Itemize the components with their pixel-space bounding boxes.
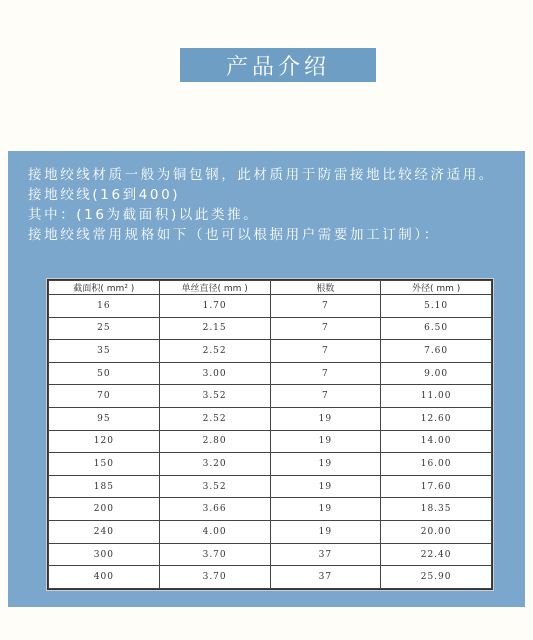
cell-outer-diameter: 6.50	[381, 317, 492, 340]
cell-cross-section: 25	[49, 317, 160, 340]
cell-outer-diameter: 16.00	[381, 453, 492, 476]
table-row	[49, 430, 492, 453]
cell-strand-count: 7	[270, 317, 381, 340]
cell-outer-diameter: 18.35	[381, 498, 492, 521]
cell-wire-diameter: 3.52	[159, 475, 270, 498]
cell-wire-diameter: 3.66	[159, 498, 270, 521]
cell-strand-count: 37	[270, 566, 381, 589]
cell-wire-diameter: 2.52	[159, 340, 270, 363]
table-row	[49, 362, 492, 385]
cell-outer-diameter: 17.60	[381, 475, 492, 498]
cell-cross-section: 240	[49, 521, 160, 544]
cell-cross-section: 70	[49, 385, 160, 408]
column-header-strand-count: 根数	[270, 281, 381, 295]
cell-wire-diameter: 1.70	[159, 295, 270, 318]
cell-strand-count: 37	[270, 543, 381, 566]
cell-cross-section: 200	[49, 498, 160, 521]
cell-strand-count: 19	[270, 453, 381, 476]
table-row	[49, 340, 492, 363]
cell-cross-section: 120	[49, 430, 160, 453]
cell-outer-diameter: 14.00	[381, 430, 492, 453]
cell-wire-diameter: 2.52	[159, 408, 270, 431]
cell-outer-diameter: 5.10	[381, 295, 492, 318]
cell-strand-count: 19	[270, 521, 381, 544]
cell-strand-count: 19	[270, 430, 381, 453]
column-header-cross-section: 截面积( mm² )	[49, 281, 160, 295]
cell-cross-section: 50	[49, 362, 160, 385]
table-row	[49, 317, 492, 340]
cell-outer-diameter: 25.90	[381, 566, 492, 589]
cell-wire-diameter: 3.52	[159, 385, 270, 408]
cell-strand-count: 7	[270, 385, 381, 408]
table-row	[49, 543, 492, 566]
cell-cross-section: 185	[49, 475, 160, 498]
cell-strand-count: 7	[270, 362, 381, 385]
cell-wire-diameter: 3.70	[159, 543, 270, 566]
table-row	[49, 453, 492, 476]
table-row	[49, 498, 492, 521]
cell-outer-diameter: 11.00	[381, 385, 492, 408]
cell-wire-diameter: 2.15	[159, 317, 270, 340]
cell-wire-diameter: 3.20	[159, 453, 270, 476]
cell-outer-diameter: 22.40	[381, 543, 492, 566]
intro-line: 接地绞线(16到400)	[28, 187, 181, 203]
table-row	[49, 385, 492, 408]
cell-strand-count: 7	[270, 340, 381, 363]
table-row	[49, 295, 492, 318]
intro-line: 其中：(16为截面积)以此类推。	[28, 207, 260, 223]
intro-text	[28, 165, 508, 245]
cell-outer-diameter: 9.00	[381, 362, 492, 385]
cell-strand-count: 7	[270, 295, 381, 318]
cell-wire-diameter: 4.00	[159, 521, 270, 544]
cell-cross-section: 150	[49, 453, 160, 476]
cell-strand-count: 19	[270, 475, 381, 498]
spec-table	[48, 280, 492, 589]
column-header-wire-diameter: 单丝直径( mm )	[159, 281, 270, 295]
cell-cross-section: 400	[49, 566, 160, 589]
page-title: 产品介绍	[225, 54, 330, 80]
cell-strand-count: 19	[270, 498, 381, 521]
intro-line: 接地绞线材质一般为铜包钢，此材质用于防雷接地比较经济适用。	[28, 167, 495, 183]
cell-strand-count: 19	[270, 408, 381, 431]
page-title-banner	[180, 48, 376, 82]
spec-table-container	[47, 279, 493, 590]
table-row	[49, 566, 492, 589]
intro-line: 接地绞线常用规格如下（也可以根据用户需要加工订制）：	[28, 227, 440, 243]
table-header-row	[49, 281, 492, 295]
cell-outer-diameter: 7.60	[381, 340, 492, 363]
table-row	[49, 475, 492, 498]
cell-cross-section: 95	[49, 408, 160, 431]
cell-wire-diameter: 2.80	[159, 430, 270, 453]
cell-cross-section: 16	[49, 295, 160, 318]
cell-outer-diameter: 20.00	[381, 521, 492, 544]
table-row	[49, 521, 492, 544]
cell-wire-diameter: 3.70	[159, 566, 270, 589]
cell-outer-diameter: 12.60	[381, 408, 492, 431]
cell-cross-section: 300	[49, 543, 160, 566]
cell-wire-diameter: 3.00	[159, 362, 270, 385]
cell-cross-section: 35	[49, 340, 160, 363]
table-body	[49, 295, 492, 589]
column-header-outer-diameter: 外径( mm )	[381, 281, 492, 295]
table-row	[49, 408, 492, 431]
